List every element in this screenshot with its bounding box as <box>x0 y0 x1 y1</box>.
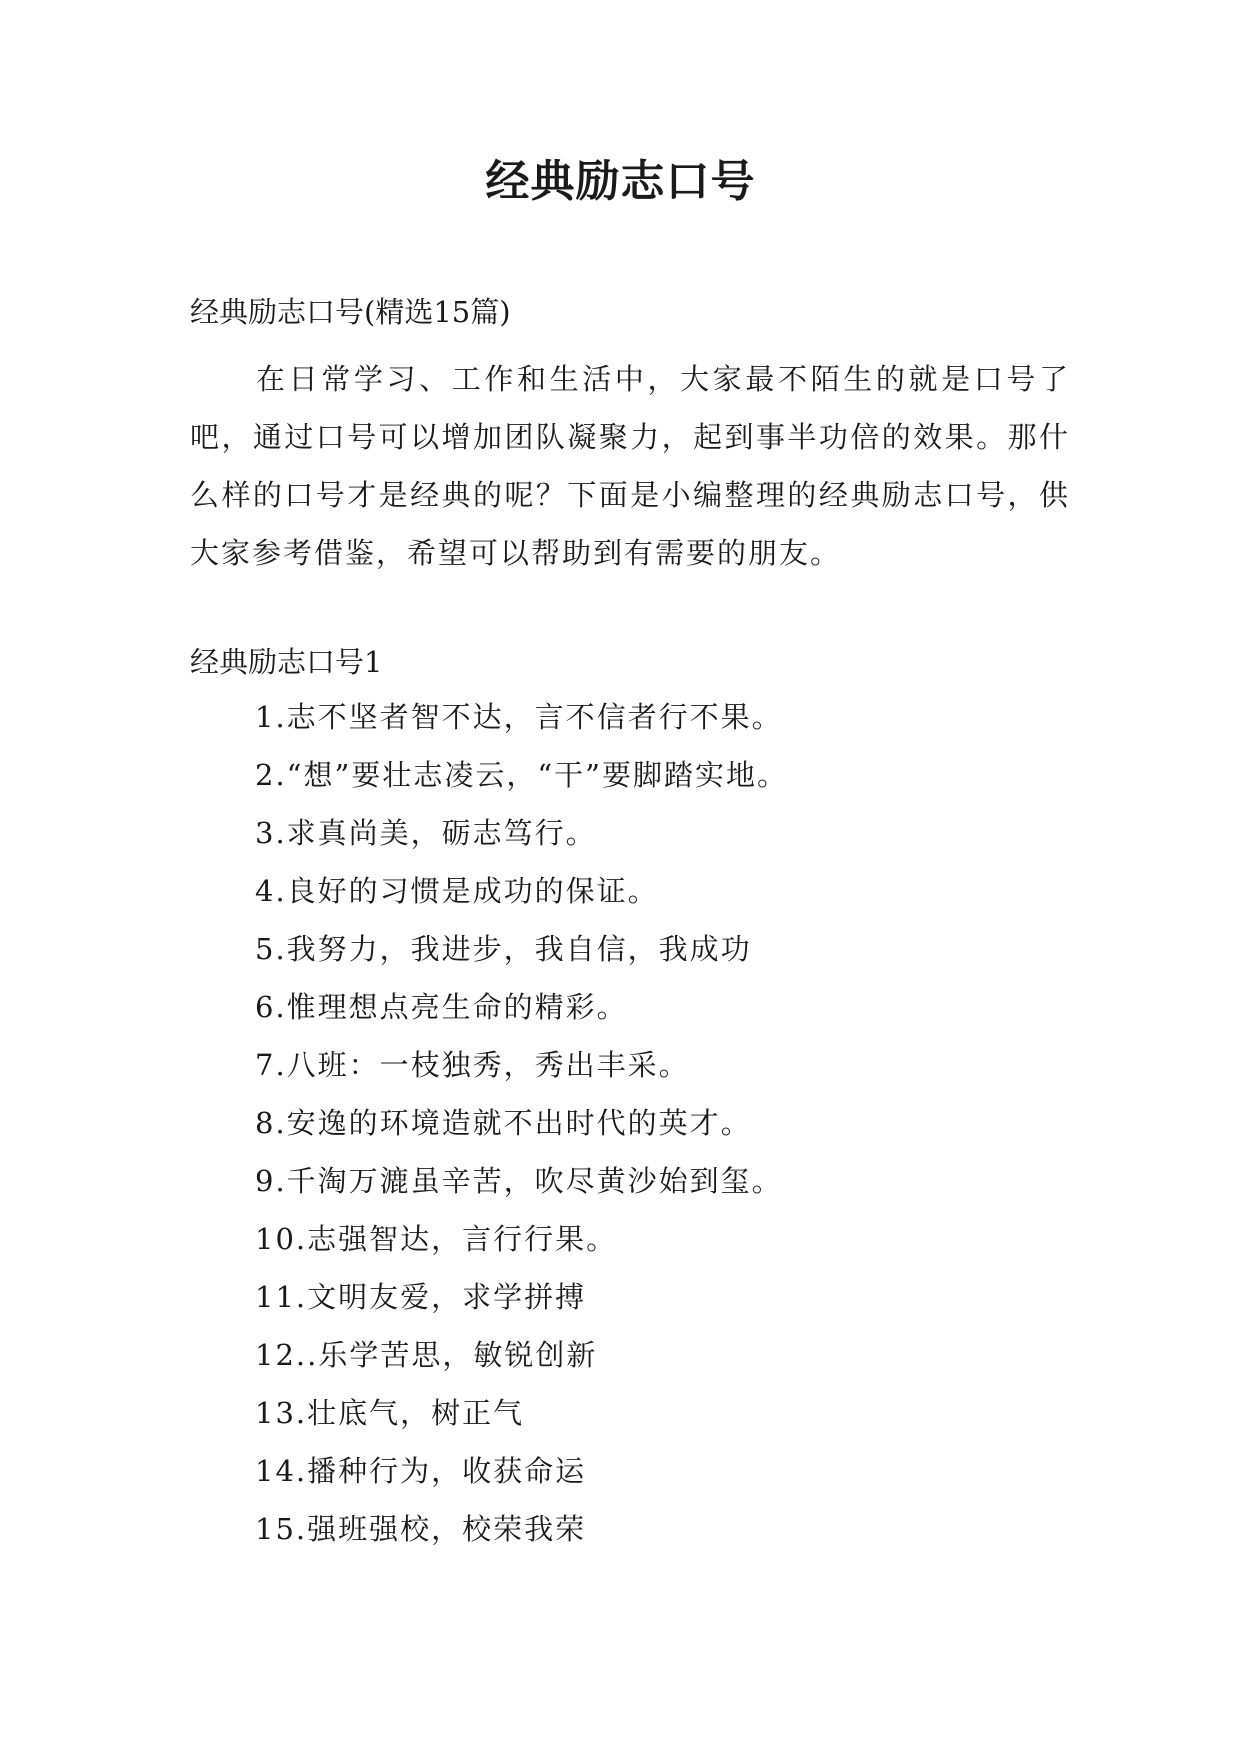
slogan-item: 8.安逸的环境造就不出时代的英才。 <box>255 1106 752 1140</box>
slogan-item: 14.播种行为，收获命运 <box>255 1454 587 1488</box>
slogan-item: 9.千淘万漉虽辛苦，吹尽黄沙始到玺。 <box>255 1164 783 1198</box>
slogan-item: 1.志不坚者智不达，言不信者行不果。 <box>255 700 783 734</box>
slogan-item: 12..乐学苦思，敏锐创新 <box>255 1338 598 1372</box>
slogan-item: 6.惟理想点亮生命的精彩。 <box>255 990 628 1024</box>
slogan-item: 13.壮底气，树正气 <box>255 1396 525 1430</box>
slogan-item: 10.志强智达，言行行果。 <box>255 1222 618 1256</box>
page-title: 经典励志口号 <box>485 156 756 207</box>
intro-paragraph: 在日常学习、工作和生活中，大家最不陌生的就是口号了吧，通过口号可以增加团队凝聚力，起到事半功倍的效果。那什么样的口号才是经典的呢？下面是小编整理的经典励志口号，供大家参考借鉴，希望可以帮助到有需要的朋友。 <box>190 362 1070 570</box>
slogan-item: 7.八班：一枝独秀，秀出丰采。 <box>255 1048 690 1082</box>
slogan-list <box>255 688 788 1558</box>
section-heading: 经典励志口号1 <box>190 645 383 679</box>
slogan-item: 4.良好的习惯是成功的保证。 <box>255 874 659 908</box>
slogan-item: 2.“想”要壮志凌云，“干”要脚踏实地。 <box>255 758 788 792</box>
slogan-item: 11.文明友爱，求学拼搏 <box>255 1280 587 1314</box>
slogan-item: 5.我努力，我进步，我自信，我成功 <box>255 932 752 966</box>
slogan-item: 15.强班强校，校荣我荣 <box>255 1512 587 1546</box>
slogan-item: 3.求真尚美，砺志笃行。 <box>255 816 597 850</box>
document-subtitle: 经典励志口号(精选15篇) <box>190 295 511 329</box>
